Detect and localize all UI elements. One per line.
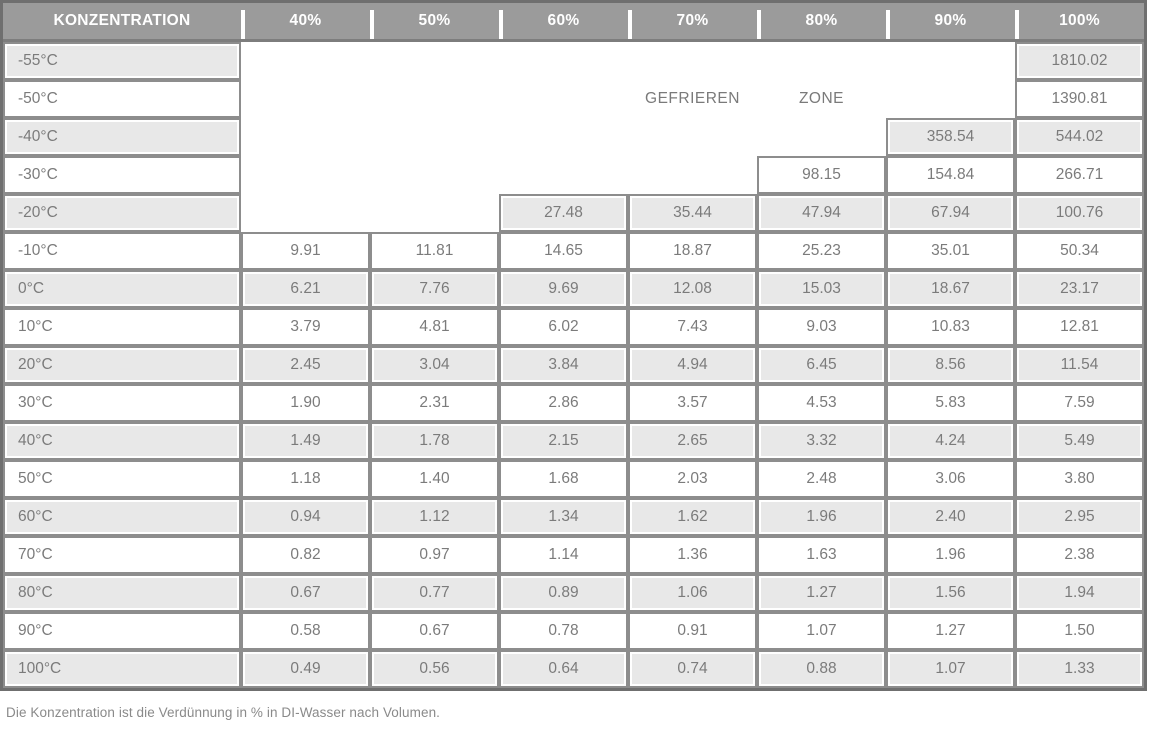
value-cell: 9.91 bbox=[241, 232, 370, 270]
value-cell: 266.71 bbox=[1015, 156, 1144, 194]
value-cell: 0.74 bbox=[628, 650, 757, 688]
value-cell: 1.68 bbox=[499, 460, 628, 498]
value-cell: 3.06 bbox=[886, 460, 1015, 498]
value-cell: 7.43 bbox=[628, 308, 757, 346]
value-cell: 0.78 bbox=[499, 612, 628, 650]
value-cell: 2.03 bbox=[628, 460, 757, 498]
value-cell: 4.24 bbox=[886, 422, 1015, 460]
temperature-label: -55°C bbox=[3, 42, 241, 80]
value-cell: 11.54 bbox=[1015, 346, 1144, 384]
value-cell: 3.57 bbox=[628, 384, 757, 422]
value-cell: 1.96 bbox=[757, 498, 886, 536]
freeze-zone-cell bbox=[757, 42, 886, 80]
value-cell: 2.86 bbox=[499, 384, 628, 422]
freeze-zone-cell bbox=[499, 118, 628, 156]
value-cell: 8.56 bbox=[886, 346, 1015, 384]
value-cell: 4.94 bbox=[628, 346, 757, 384]
value-cell: 0.94 bbox=[241, 498, 370, 536]
value-cell: 1.94 bbox=[1015, 574, 1144, 612]
temperature-label: 80°C bbox=[3, 574, 241, 612]
value-cell: 14.65 bbox=[499, 232, 628, 270]
value-cell: 1.36 bbox=[628, 536, 757, 574]
table-row bbox=[3, 156, 1144, 194]
value-cell: 1.62 bbox=[628, 498, 757, 536]
value-cell: 4.53 bbox=[757, 384, 886, 422]
value-cell: 98.15 bbox=[757, 156, 886, 194]
value-cell: 12.81 bbox=[1015, 308, 1144, 346]
value-cell: 3.80 bbox=[1015, 460, 1144, 498]
value-cell: 0.64 bbox=[499, 650, 628, 688]
temperature-label: 20°C bbox=[3, 346, 241, 384]
value-cell: 0.58 bbox=[241, 612, 370, 650]
value-cell: 0.89 bbox=[499, 574, 628, 612]
freeze-zone-cell bbox=[886, 42, 1015, 80]
freeze-zone-cell bbox=[499, 156, 628, 194]
value-cell: 100.76 bbox=[1015, 194, 1144, 232]
value-cell: 358.54 bbox=[886, 118, 1015, 156]
value-cell: 67.94 bbox=[886, 194, 1015, 232]
value-cell: 5.83 bbox=[886, 384, 1015, 422]
footnote: Die Konzentration ist die Verdünnung in % in DI-Wasser nach Volumen. bbox=[6, 705, 441, 720]
freeze-zone-cell bbox=[241, 156, 370, 194]
freeze-zone-cell bbox=[241, 80, 370, 118]
value-cell: 1.27 bbox=[757, 574, 886, 612]
column-header: 50% bbox=[370, 3, 499, 42]
value-cell: 6.21 bbox=[241, 270, 370, 308]
value-cell: 0.49 bbox=[241, 650, 370, 688]
value-cell: 10.83 bbox=[886, 308, 1015, 346]
value-cell: 7.59 bbox=[1015, 384, 1144, 422]
value-cell: 25.23 bbox=[757, 232, 886, 270]
temperature-label: 60°C bbox=[3, 498, 241, 536]
freeze-zone-label: ZONE bbox=[757, 80, 886, 118]
value-cell: 2.38 bbox=[1015, 536, 1144, 574]
freeze-zone-cell bbox=[886, 80, 1015, 118]
freeze-zone-cell bbox=[370, 42, 499, 80]
value-cell: 3.84 bbox=[499, 346, 628, 384]
value-cell: 1.56 bbox=[886, 574, 1015, 612]
column-header: 40% bbox=[241, 3, 370, 42]
value-cell: 5.49 bbox=[1015, 422, 1144, 460]
value-cell: 2.31 bbox=[370, 384, 499, 422]
value-cell: 35.44 bbox=[628, 194, 757, 232]
freeze-zone-cell bbox=[628, 118, 757, 156]
value-cell: 1.18 bbox=[241, 460, 370, 498]
column-header: 80% bbox=[757, 3, 886, 42]
column-header: 100% bbox=[1015, 3, 1144, 42]
temperature-label: 10°C bbox=[3, 308, 241, 346]
table-row bbox=[3, 384, 1144, 422]
value-cell: 3.04 bbox=[370, 346, 499, 384]
value-cell: 0.77 bbox=[370, 574, 499, 612]
table-row bbox=[3, 308, 1144, 346]
value-cell: 1.40 bbox=[370, 460, 499, 498]
freeze-zone-cell bbox=[241, 118, 370, 156]
value-cell: 27.48 bbox=[499, 194, 628, 232]
value-cell: 1390.81 bbox=[1015, 80, 1144, 118]
value-cell: 0.82 bbox=[241, 536, 370, 574]
table-row bbox=[3, 536, 1144, 574]
table-row bbox=[3, 80, 1144, 118]
value-cell: 18.67 bbox=[886, 270, 1015, 308]
value-cell: 12.08 bbox=[628, 270, 757, 308]
value-cell: 1.63 bbox=[757, 536, 886, 574]
value-cell: 154.84 bbox=[886, 156, 1015, 194]
column-header: 70% bbox=[628, 3, 757, 42]
freeze-zone-cell bbox=[370, 194, 499, 232]
table-row bbox=[3, 194, 1144, 232]
value-cell: 15.03 bbox=[757, 270, 886, 308]
table-row bbox=[3, 612, 1144, 650]
value-cell: 0.67 bbox=[370, 612, 499, 650]
table-row bbox=[3, 42, 1144, 80]
value-cell: 2.40 bbox=[886, 498, 1015, 536]
value-cell: 1.07 bbox=[757, 612, 886, 650]
value-cell: 47.94 bbox=[757, 194, 886, 232]
column-header: 90% bbox=[886, 3, 1015, 42]
value-cell: 2.65 bbox=[628, 422, 757, 460]
freeze-zone-cell bbox=[499, 42, 628, 80]
temperature-label: -10°C bbox=[3, 232, 241, 270]
value-cell: 6.45 bbox=[757, 346, 886, 384]
table-row bbox=[3, 346, 1144, 384]
value-cell: 1.34 bbox=[499, 498, 628, 536]
value-cell: 0.97 bbox=[370, 536, 499, 574]
value-cell: 1.78 bbox=[370, 422, 499, 460]
column-header: 60% bbox=[499, 3, 628, 42]
temperature-label: 90°C bbox=[3, 612, 241, 650]
freeze-zone-cell bbox=[370, 156, 499, 194]
table-row bbox=[3, 460, 1144, 498]
temperature-label: 0°C bbox=[3, 270, 241, 308]
freeze-zone-label: GEFRIEREN bbox=[628, 80, 757, 118]
freeze-zone-cell bbox=[241, 42, 370, 80]
value-cell: 9.69 bbox=[499, 270, 628, 308]
value-cell: 1.96 bbox=[886, 536, 1015, 574]
freeze-zone-cell bbox=[757, 118, 886, 156]
temperature-label: 50°C bbox=[3, 460, 241, 498]
value-cell: 0.56 bbox=[370, 650, 499, 688]
temperature-label: -20°C bbox=[3, 194, 241, 232]
table-body bbox=[3, 42, 1144, 688]
value-cell: 1.50 bbox=[1015, 612, 1144, 650]
table-row bbox=[3, 118, 1144, 156]
value-cell: 3.79 bbox=[241, 308, 370, 346]
value-cell: 11.81 bbox=[370, 232, 499, 270]
value-cell: 0.91 bbox=[628, 612, 757, 650]
value-cell: 50.34 bbox=[1015, 232, 1144, 270]
temperature-label: 40°C bbox=[3, 422, 241, 460]
value-cell: 1.90 bbox=[241, 384, 370, 422]
value-cell: 2.48 bbox=[757, 460, 886, 498]
value-cell: 1.06 bbox=[628, 574, 757, 612]
value-cell: 18.87 bbox=[628, 232, 757, 270]
value-cell: 0.88 bbox=[757, 650, 886, 688]
table-row bbox=[3, 232, 1144, 270]
table-row bbox=[3, 422, 1144, 460]
temperature-label: -30°C bbox=[3, 156, 241, 194]
table-title-header: KONZENTRATION bbox=[3, 3, 241, 42]
value-cell: 1810.02 bbox=[1015, 42, 1144, 80]
freeze-zone-cell bbox=[370, 118, 499, 156]
value-cell: 1.49 bbox=[241, 422, 370, 460]
temperature-label: 30°C bbox=[3, 384, 241, 422]
value-cell: 1.07 bbox=[886, 650, 1015, 688]
table-row bbox=[3, 650, 1144, 688]
table-row bbox=[3, 498, 1144, 536]
value-cell: 1.12 bbox=[370, 498, 499, 536]
value-cell: 2.95 bbox=[1015, 498, 1144, 536]
value-cell: 4.81 bbox=[370, 308, 499, 346]
value-cell: 35.01 bbox=[886, 232, 1015, 270]
value-cell: 1.14 bbox=[499, 536, 628, 574]
freeze-zone-cell bbox=[628, 42, 757, 80]
value-cell: 1.33 bbox=[1015, 650, 1144, 688]
header-row bbox=[3, 3, 1144, 42]
value-cell: 544.02 bbox=[1015, 118, 1144, 156]
freeze-zone-cell bbox=[628, 156, 757, 194]
temperature-label: 70°C bbox=[3, 536, 241, 574]
value-cell: 0.67 bbox=[241, 574, 370, 612]
value-cell: 2.45 bbox=[241, 346, 370, 384]
table-row bbox=[3, 270, 1144, 308]
value-cell: 6.02 bbox=[499, 308, 628, 346]
temperature-label: -50°C bbox=[3, 80, 241, 118]
temperature-label: -40°C bbox=[3, 118, 241, 156]
value-cell: 9.03 bbox=[757, 308, 886, 346]
value-cell: 2.15 bbox=[499, 422, 628, 460]
freeze-zone-cell bbox=[241, 194, 370, 232]
temperature-label: 100°C bbox=[3, 650, 241, 688]
value-cell: 23.17 bbox=[1015, 270, 1144, 308]
table-row bbox=[3, 574, 1144, 612]
freeze-zone-cell bbox=[370, 80, 499, 118]
value-cell: 3.32 bbox=[757, 422, 886, 460]
value-cell: 1.27 bbox=[886, 612, 1015, 650]
value-cell: 7.76 bbox=[370, 270, 499, 308]
freeze-zone-cell bbox=[499, 80, 628, 118]
